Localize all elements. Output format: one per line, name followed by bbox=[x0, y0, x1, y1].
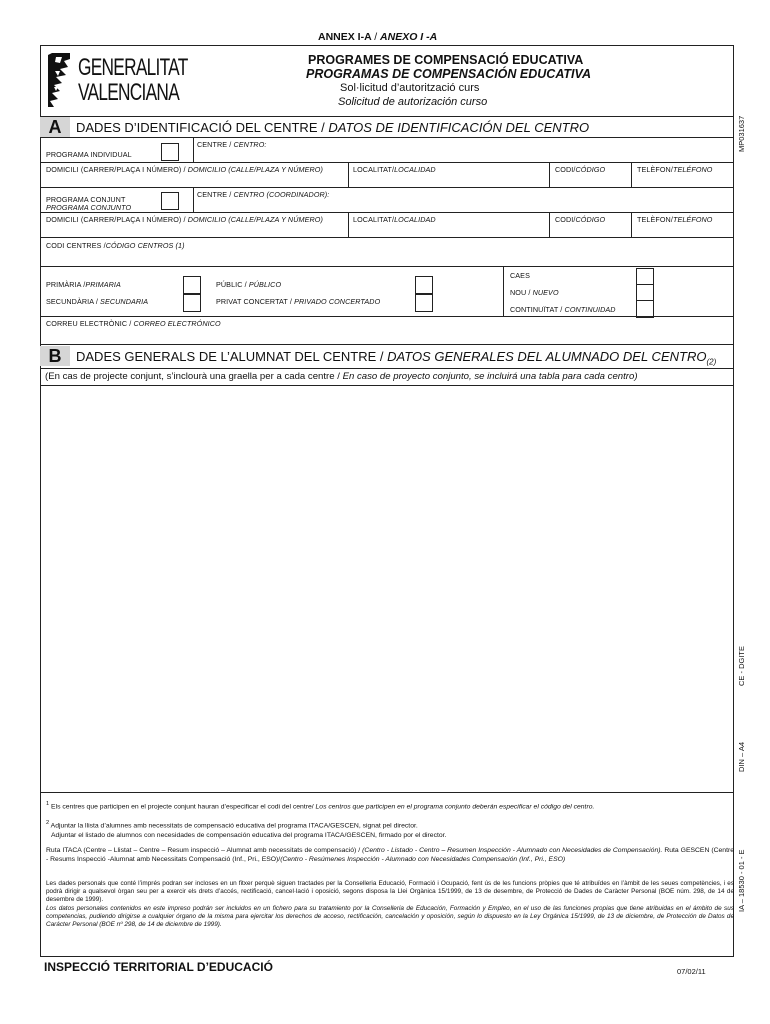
codi-coord-label bbox=[555, 215, 605, 224]
subtitle-ca: Sol·licitud d’autorització curs bbox=[340, 82, 480, 94]
programa-conjunto-label: PROGRAMA CONJUNTO bbox=[46, 203, 132, 212]
telefon-label-es: TELÉFONO bbox=[672, 165, 713, 174]
section-a-title-es: DATOS DE IDENTIFICACIÓN DEL CENTRO bbox=[328, 120, 590, 135]
telefon-label bbox=[637, 165, 713, 174]
title-ca: PROGRAMES DE COMPENSACIÓ EDUCATIVA bbox=[308, 53, 584, 67]
section-b-title-es: DATOS GENERALES DEL ALUMNADO DEL CENTRO bbox=[387, 349, 707, 364]
domicili-coord-label bbox=[46, 215, 323, 224]
side-code-top: MP031637 bbox=[737, 115, 746, 152]
continuitat-label bbox=[510, 305, 616, 314]
side-code-bottom: IA – 18530 - 01 - E bbox=[737, 849, 746, 912]
nou-label-ca: NOU / bbox=[510, 288, 531, 297]
footnote-1-es: Los centros que participen en el programa conjunto deberán especificar el código del centro. bbox=[315, 803, 595, 811]
coat-of-arms-icon bbox=[46, 49, 76, 109]
domicili-label bbox=[46, 165, 323, 174]
public-checkbox[interactable] bbox=[415, 276, 433, 294]
footer-date: 07/02/11 bbox=[677, 967, 706, 976]
centre-label-es: CENTRO: bbox=[233, 140, 267, 149]
codi-label-ca: CODI/ bbox=[555, 165, 576, 174]
title-es: PROGRAMAS DE COMPENSACIÓN EDUCATIVA bbox=[306, 67, 591, 81]
secundaria-label-es: SECUNDARIA bbox=[100, 297, 149, 306]
section-b-note bbox=[45, 371, 638, 382]
programa-conjunt-label: PROGRAMA CONJUNT bbox=[46, 195, 126, 204]
footnote-2 bbox=[46, 819, 734, 831]
side-code-din: DIN – A4 bbox=[737, 741, 746, 772]
domicili-coord-label-es: DOMICILIO (CALLE/PLAZA Y NÚMERO) bbox=[187, 215, 323, 224]
section-b-table-area[interactable] bbox=[41, 386, 733, 791]
codi-label bbox=[555, 165, 605, 174]
codi-centres-label-ca: CODI CENTRES / bbox=[46, 241, 106, 250]
telefon-coord-label-es: TELÉFONO bbox=[672, 215, 713, 224]
domicili-label-ca: DOMICILI (CARRER/PLAÇA I NÚMERO) / bbox=[46, 165, 186, 174]
section-a-title bbox=[76, 120, 589, 136]
primaria-label bbox=[46, 280, 121, 289]
privacy-es: Los datos personales contenidos en este impreso podrán ser incluidos en un fichero para su tratamiento por la Conselleria de Educación, Formación y Empleo, en el uso de las funciones propias que tiene atribuidas en el ámbito de sus competencias, pudiendo dirigirse a cualquier órgano de la misma para ejercitar los derechos de acceso, rectificación, cancelación y oposición, según lo dispuesto en la Ley Orgánica 15/1999, de 13 de diciembre, de Protección de Datos de Carácter Personal (BOE nº 298, de 14 de diciembre de 1999). bbox=[46, 905, 734, 929]
caes-label: CAES bbox=[510, 271, 530, 280]
annex-es: ANEXO I -A bbox=[380, 31, 438, 43]
section-b-badge: B bbox=[40, 346, 70, 366]
ruta-itaca-es: (Centro - Listado - Centro – Resumen Inspección - Alumnado con Necesidades de Compensación). bbox=[362, 847, 663, 854]
programa-individual-checkbox[interactable] bbox=[161, 143, 179, 161]
codi-centres-label bbox=[46, 241, 185, 250]
codi-label-es: CÓDIGO bbox=[575, 165, 606, 174]
public-label-es: PÚBLICO bbox=[248, 280, 282, 289]
localitat-label-ca: LOCALITAT/ bbox=[353, 165, 395, 174]
telefon-coord-label bbox=[637, 215, 713, 224]
centre-label-ca: CENTRE / bbox=[197, 140, 232, 149]
generalitat-logo bbox=[46, 49, 206, 111]
ruta-gescen-ca: Ruta GESCEN (Centre - Resums Inspecció -Alumnat amb Necessitats Compensació (Inf., Pri., ESO)/ bbox=[46, 847, 735, 863]
telefon-coord-label-ca: TELÈFON/ bbox=[637, 215, 673, 224]
ruta-itaca-ca: Ruta ITACA (Centre – Llistat – Centre – Resum inspecció – Alumnat amb necessitats de compensació) / bbox=[46, 847, 361, 854]
section-a-badge: A bbox=[40, 117, 70, 137]
correu-label-ca: CORREU ELECTRÒNIC / bbox=[46, 319, 132, 328]
privat-label-ca: PRIVAT CONCERTAT / bbox=[216, 297, 292, 306]
annex-ca: ANNEX I-A bbox=[318, 31, 372, 43]
codi-coord-label-es: CÓDIGO bbox=[575, 215, 606, 224]
section-b-note-ca: (En cas de projecte conjunt, s’inclourà una graella per a cada centre / bbox=[45, 371, 340, 382]
privat-label bbox=[216, 297, 380, 306]
footnote-1-ca: Els centres que participen en el projecte conjunt hauran d’especificar el codi del centre/ bbox=[51, 803, 314, 811]
continuitat-label-es: CONTINUIDAD bbox=[564, 305, 616, 314]
domicili-label-es: DOMICILIO (CALLE/PLAZA Y NÚMERO) bbox=[187, 165, 323, 174]
subtitle-es: Solicitud de autorización curso bbox=[338, 96, 488, 108]
programa-conjunt-checkbox[interactable] bbox=[161, 192, 179, 210]
correu-label bbox=[46, 319, 221, 328]
continuitat-label-ca: CONTINUÏTAT / bbox=[510, 305, 563, 314]
secundaria-checkbox[interactable] bbox=[183, 294, 201, 312]
centre-coord-label-ca: CENTRE / bbox=[197, 190, 232, 199]
footnote-1 bbox=[46, 800, 734, 812]
domicili-coord-label-ca: DOMICILI (CARRER/PLAÇA I NÚMERO) / bbox=[46, 215, 186, 224]
localitat-label-es: LOCALIDAD bbox=[394, 165, 436, 174]
localitat-coord-label-ca: LOCALITAT/ bbox=[353, 215, 395, 224]
codi-centres-label-es: CÓDIGO CENTROS (1) bbox=[105, 241, 185, 250]
section-b-title-ca: DADES GENERALS DE L’ALUMNAT DEL CENTRE / bbox=[76, 349, 384, 364]
section-b-title-sup: (2) bbox=[706, 357, 717, 367]
secundaria-label bbox=[46, 297, 148, 306]
primaria-label-es: PRIMARIA bbox=[85, 280, 121, 289]
privat-checkbox[interactable] bbox=[415, 294, 433, 312]
centre-label bbox=[197, 140, 267, 149]
logo-line2: VALENCIANA bbox=[78, 79, 180, 106]
correu-label-es: CORREO ELECTRÓNICO bbox=[133, 319, 221, 328]
annex-sep: / bbox=[374, 31, 378, 43]
public-label bbox=[216, 280, 281, 289]
footnote-2-ca: Adjuntar la llista d’alumnes amb necessitats de compensació educativa del programa ITACA/GESCEN, signat pel director. bbox=[50, 822, 418, 830]
logo-line1: GENERALITAT bbox=[78, 54, 188, 81]
nou-label-es: NUEVO bbox=[532, 288, 559, 297]
localitat-coord-label bbox=[353, 215, 436, 224]
footnote-2-es: Adjuntar el listado de alumnos con necesidades de compensación educativa del programa ITACA/GESCEN, firmado por el director. bbox=[51, 832, 447, 839]
side-code-middle: CE - DGITE bbox=[737, 645, 746, 686]
localitat-label bbox=[353, 165, 436, 174]
privacy-ca: Les dades personals que conté l’imprés podran ser incloses en un fitxer perquè siguen tractades per la Conselleria Educació, Formació i Ocupació, fent ús de les funcions pròpies que té atribuïdes en l’àmbit de les seues competències, i es podrà dirigir a qualsevol òrgan seu per a exercir els drets d’accés, rectificació, cancel·lació i oposició, segons disposa la Llei Orgànica 15/1999, de 13 de desembre, de Protecció de Dades de Caràcter Personal (BOE núm. 298, de 14 de desembre de 1999). bbox=[46, 880, 734, 904]
footer-office: INSPECCIÓ TERRITORIAL D’EDUCACIÓ bbox=[44, 960, 273, 974]
privat-label-es: PRIVADO CONCERTADO bbox=[294, 297, 381, 306]
annex-title bbox=[318, 31, 437, 43]
telefon-label-ca: TELÈFON/ bbox=[637, 165, 673, 174]
secundaria-label-ca: SECUNDÀRIA / bbox=[46, 297, 98, 306]
centre-coord-label-es: CENTRO (COORDINADOR): bbox=[233, 190, 330, 199]
footnote-ruta bbox=[46, 847, 734, 864]
footnote-1-mark: 1 bbox=[46, 801, 50, 807]
section-b-note-es: En caso de proyecto conjunto, se incluirá una tabla para cada centro) bbox=[342, 371, 638, 382]
centre-coord-label bbox=[197, 190, 329, 199]
primaria-checkbox[interactable] bbox=[183, 276, 201, 294]
codi-coord-label-ca: CODI/ bbox=[555, 215, 576, 224]
nou-label bbox=[510, 288, 559, 297]
public-label-ca: PÚBLIC / bbox=[216, 280, 247, 289]
section-a-title-ca: DADES D’IDENTIFICACIÓ DEL CENTRE / bbox=[76, 120, 325, 135]
programa-individual-label: PROGRAMA INDIVIDUAL bbox=[46, 150, 132, 159]
ruta-gescen-es: (Centro - Resúmenes Inspección - Alumnado con Necesidades Compensación (Inf., Pri., ESO) bbox=[280, 855, 566, 863]
footnote-2-mark: 2 bbox=[46, 820, 50, 826]
localitat-coord-label-es: LOCALIDAD bbox=[394, 215, 436, 224]
primaria-label-ca: PRIMÀRIA / bbox=[46, 280, 86, 289]
